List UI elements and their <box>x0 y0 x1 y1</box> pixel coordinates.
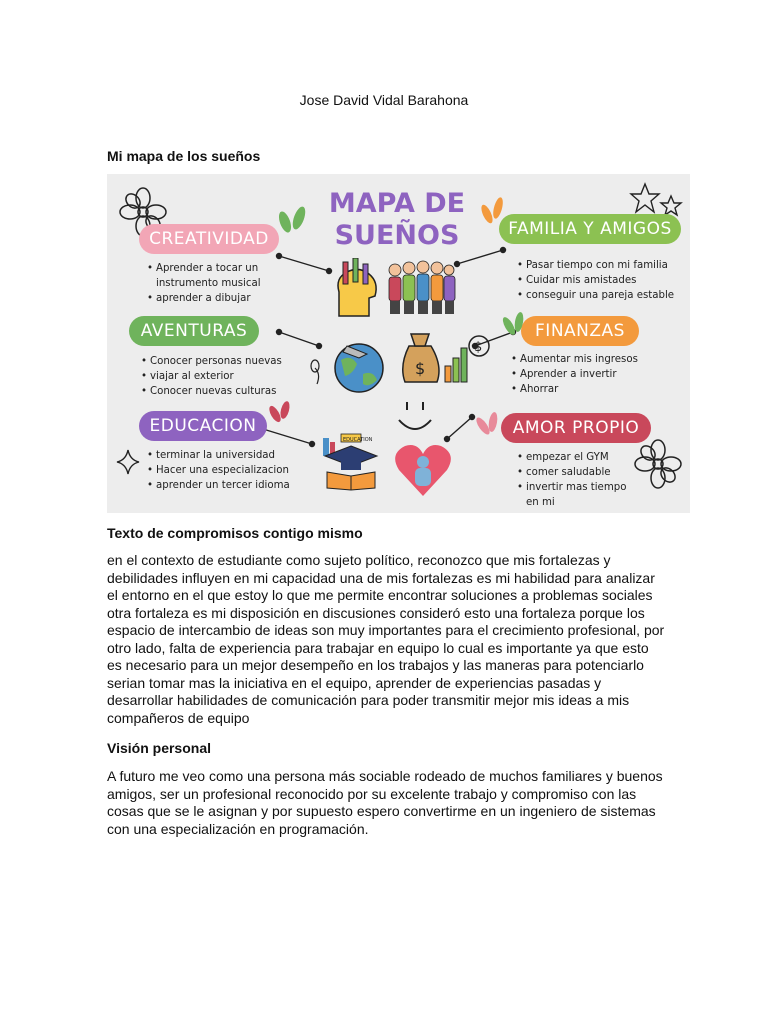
vision-heading: Visión personal <box>107 740 211 756</box>
pill-aventuras: AVENTURAS <box>129 316 259 346</box>
author-name: Jose David Vidal Barahona <box>299 92 469 108</box>
commitments-heading: Texto de compromisos contigo mismo <box>107 525 363 541</box>
pill-creatividad: CREATIVIDAD <box>139 224 279 254</box>
brain-icon <box>329 258 385 318</box>
vision-text: A futuro me veo como una persona más sociable rodeado de muchos familiares y buenos amigos, ser un profesional reconocido por su excelente trabajo y compromiso con las cosas que se le asignan y por supuesto espero convertirme en un ingeniero de sistemas con una especialización en programación. <box>107 768 663 837</box>
list-educacion <box>147 448 307 493</box>
leaf-icon <box>475 410 501 438</box>
list-item: instrumento musical <box>156 278 261 289</box>
star-icon <box>629 182 685 218</box>
list-item: • comer saludable <box>517 465 657 480</box>
list-item: • invertir mas tiempo <box>517 480 657 495</box>
money-bag-icon <box>395 326 491 390</box>
list-item: • empezar el GYM <box>517 450 657 465</box>
globe-plane-icon <box>307 334 391 396</box>
flower-icon <box>633 438 683 490</box>
list-item: • viajar al exterior <box>141 369 301 384</box>
commitments-text: en el contexto de estudiante como sujeto político, reconozco que mis fortalezas y debilidades influyen en mi capacidad una de mis fortalezas es mi habilidad para analizar el entorno en el que estoy lo que me permite encontrar soluciones a problemas sociales otra fortaleza es mi disposición en discusiones consideró esto una fortaleza porque los espacio de intercambio de ideas son muy importantes para el crecimiento profesional, por otro lado, falta de experiencia para trabajar en equipo lo cual es importante ya que esto es necesario para un mejor desempeño en los trabajos y las maneras para potenciarlo serian tomar mas la iniciativa en el equipo, aprender de experiencias pasadas y desarrollar habilidades de comunicación para poder transmitir mejor mis ideas a mis compañeros de equipo <box>107 552 665 726</box>
list-creatividad <box>147 261 287 306</box>
list-item: • Aumentar mis ingresos <box>511 352 671 367</box>
leaf-icon <box>275 204 311 236</box>
pill-amor-propio: AMOR PROPIO <box>501 413 651 443</box>
friends-icon <box>385 258 457 316</box>
pill-educacion: EDUCACION <box>139 411 267 441</box>
leaf-icon <box>267 400 293 426</box>
smiley-icon <box>393 398 437 438</box>
list-item: • Cuidar mis amistades <box>517 273 687 288</box>
list-item: • Pasar tiempo con mi familia <box>517 258 687 273</box>
list-familia <box>517 258 687 303</box>
pill-finanzas: FINANZAS <box>521 316 639 346</box>
list-item: • conseguir una pareja estable <box>517 288 687 303</box>
list-item: • Ahorrar <box>511 382 671 397</box>
list-item: • aprender a dibujar <box>147 291 287 306</box>
svg-text:$: $ <box>415 359 426 378</box>
map-title: MAPA DE SUEÑOS <box>328 188 466 251</box>
education-label: EDUCATION <box>343 437 373 443</box>
list-item: • Aprender a invertir <box>511 367 671 382</box>
list-finanzas <box>511 352 671 397</box>
pill-familia: FAMILIA Y AMIGOS <box>499 214 681 244</box>
sparkle-icon <box>115 448 141 476</box>
list-item: en mi <box>526 497 555 508</box>
heart-icon <box>393 440 453 498</box>
leaf-icon <box>501 310 527 338</box>
list-item: • terminar la universidad <box>147 448 307 463</box>
list-item: • Hacer una especializacion <box>147 463 307 478</box>
list-item: • Aprender a tocar un <box>147 261 287 276</box>
map-heading: Mi mapa de los sueños <box>107 148 261 164</box>
list-item: • Conocer nuevas culturas <box>141 384 301 399</box>
svg-text:$: $ <box>474 340 483 355</box>
list-item: • aprender un tercer idioma <box>147 478 307 493</box>
education-icon <box>317 428 387 492</box>
list-aventuras <box>141 354 301 399</box>
list-item: • Conocer personas nuevas <box>141 354 301 369</box>
dream-map-infographic <box>107 174 690 513</box>
